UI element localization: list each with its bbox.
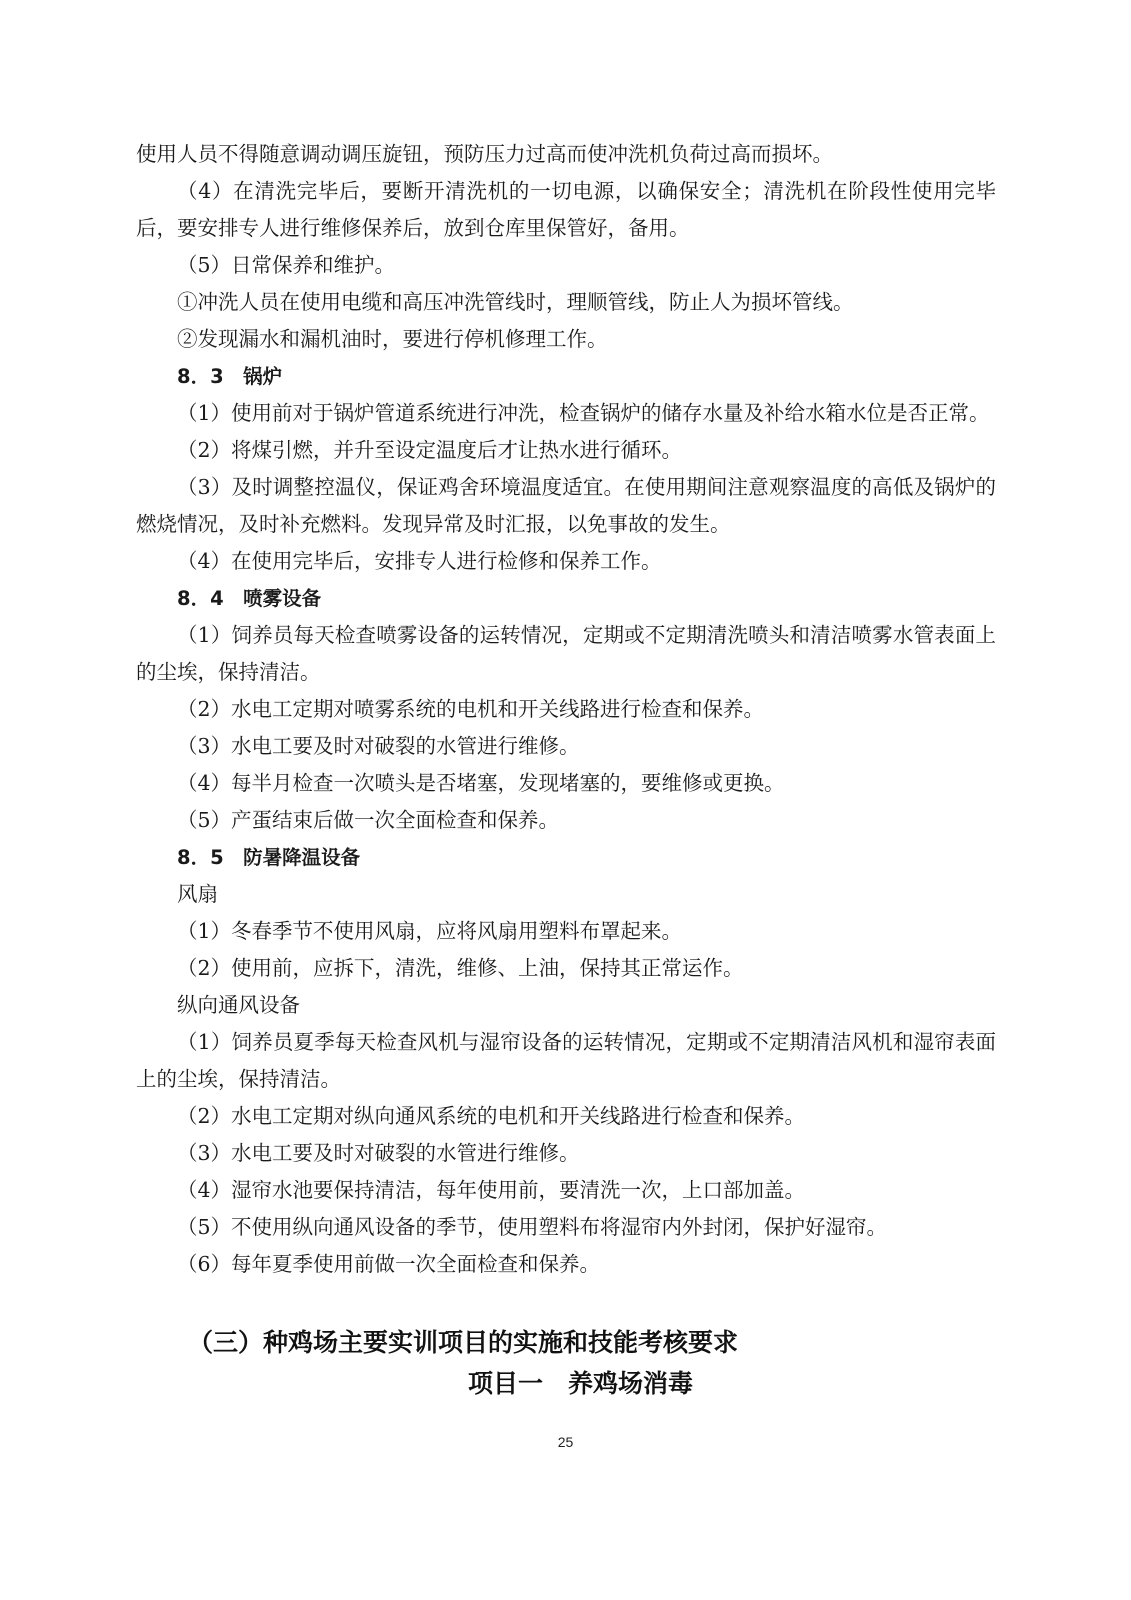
paragraph: （5）产蛋结束后做一次全面检查和保养。 [177,808,560,832]
paragraph-label: 风扇 [177,882,218,906]
paragraph: （1）冬春季节不使用风扇，应将风扇用塑料布罩起来。 [177,919,683,943]
paragraph: （4）每半月检查一次喷头是否堵塞，发现堵塞的，要维修或更换。 [177,771,785,795]
section-title: （三）种鸡场主要实训项目的实施和技能考核要求 [188,1328,739,1357]
body-text [136,136,996,1283]
page-number: 25 [557,1434,574,1450]
project-title: 项目一 养鸡场消毒 [467,1369,693,1398]
paragraph: （2）水电工定期对纵向通风系统的电机和开关线路进行检查和保养。 [177,1104,806,1128]
subsection-heading: 8．3 锅炉 [177,365,283,388]
paragraph: （4）在使用完毕后，安排专人进行检修和保养工作。 [177,549,662,573]
paragraph: ①冲洗人员在使用电缆和高压冲洗管线时，理顺管线，防止人为损坏管线。 [177,290,854,314]
paragraph: （1）饲养员夏季每天检查风机与湿帘设备的运转情况，定期或不定期清洁风机和湿帘表面上的尘埃，保持清洁。 [136,1030,996,1091]
paragraph: （2）水电工定期对喷雾系统的电机和开关线路进行检查和保养。 [177,697,765,721]
paragraph: （2）将煤引燃，并升至设定温度后才让热水进行循环。 [177,438,683,462]
paragraph: （1）饲养员每天检查喷雾设备的运转情况，定期或不定期清洗喷头和清洁喷雾水管表面上的尘埃，保持清洁。 [136,623,996,684]
paragraph: ②发现漏水和漏机油时，要进行停机修理工作。 [177,327,608,351]
paragraph: （5）日常保养和维护。 [177,253,396,277]
paragraph: （3）水电工要及时对破裂的水管进行维修。 [177,1141,580,1165]
paragraph: （3）水电工要及时对破裂的水管进行维修。 [177,734,580,758]
paragraph: （6）每年夏季使用前做一次全面检查和保养。 [177,1252,601,1276]
paragraph: （4）在清洗完毕后，要断开清洗机的一切电源，以确保安全；清洗机在阶段性使用完毕后，要安排专人进行维修保养后，放到仓库里保管好，备用。 [136,179,996,240]
paragraph: 使用人员不得随意调动调压旋钮，预防压力过高而使冲洗机负荷过高而损坏。 [136,142,833,166]
subsection-heading: 8．4 喷雾设备 [177,587,322,610]
paragraph: （5）不使用纵向通风设备的季节，使用塑料布将湿帘内外封闭，保护好湿帘。 [177,1215,888,1239]
paragraph: （3）及时调整控温仪，保证鸡舍环境温度适宜。在使用期间注意观察温度的高低及锅炉的燃烧情况，及时补充燃料。发现异常及时汇报，以免事故的发生。 [136,475,996,536]
paragraph: （1）使用前对于锅炉管道系统进行冲洗，检查锅炉的储存水量及补给水箱水位是否正常。 [177,401,990,425]
paragraph: （2）使用前，应拆下，清洗，维修、上油，保持其正常运作。 [177,956,744,980]
paragraph: （4）湿帘水池要保持清洁，每年使用前，要清洗一次，上口部加盖。 [177,1178,806,1202]
subsection-heading: 8．5 防暑降温设备 [177,846,361,869]
paragraph-label: 纵向通风设备 [177,993,300,1017]
